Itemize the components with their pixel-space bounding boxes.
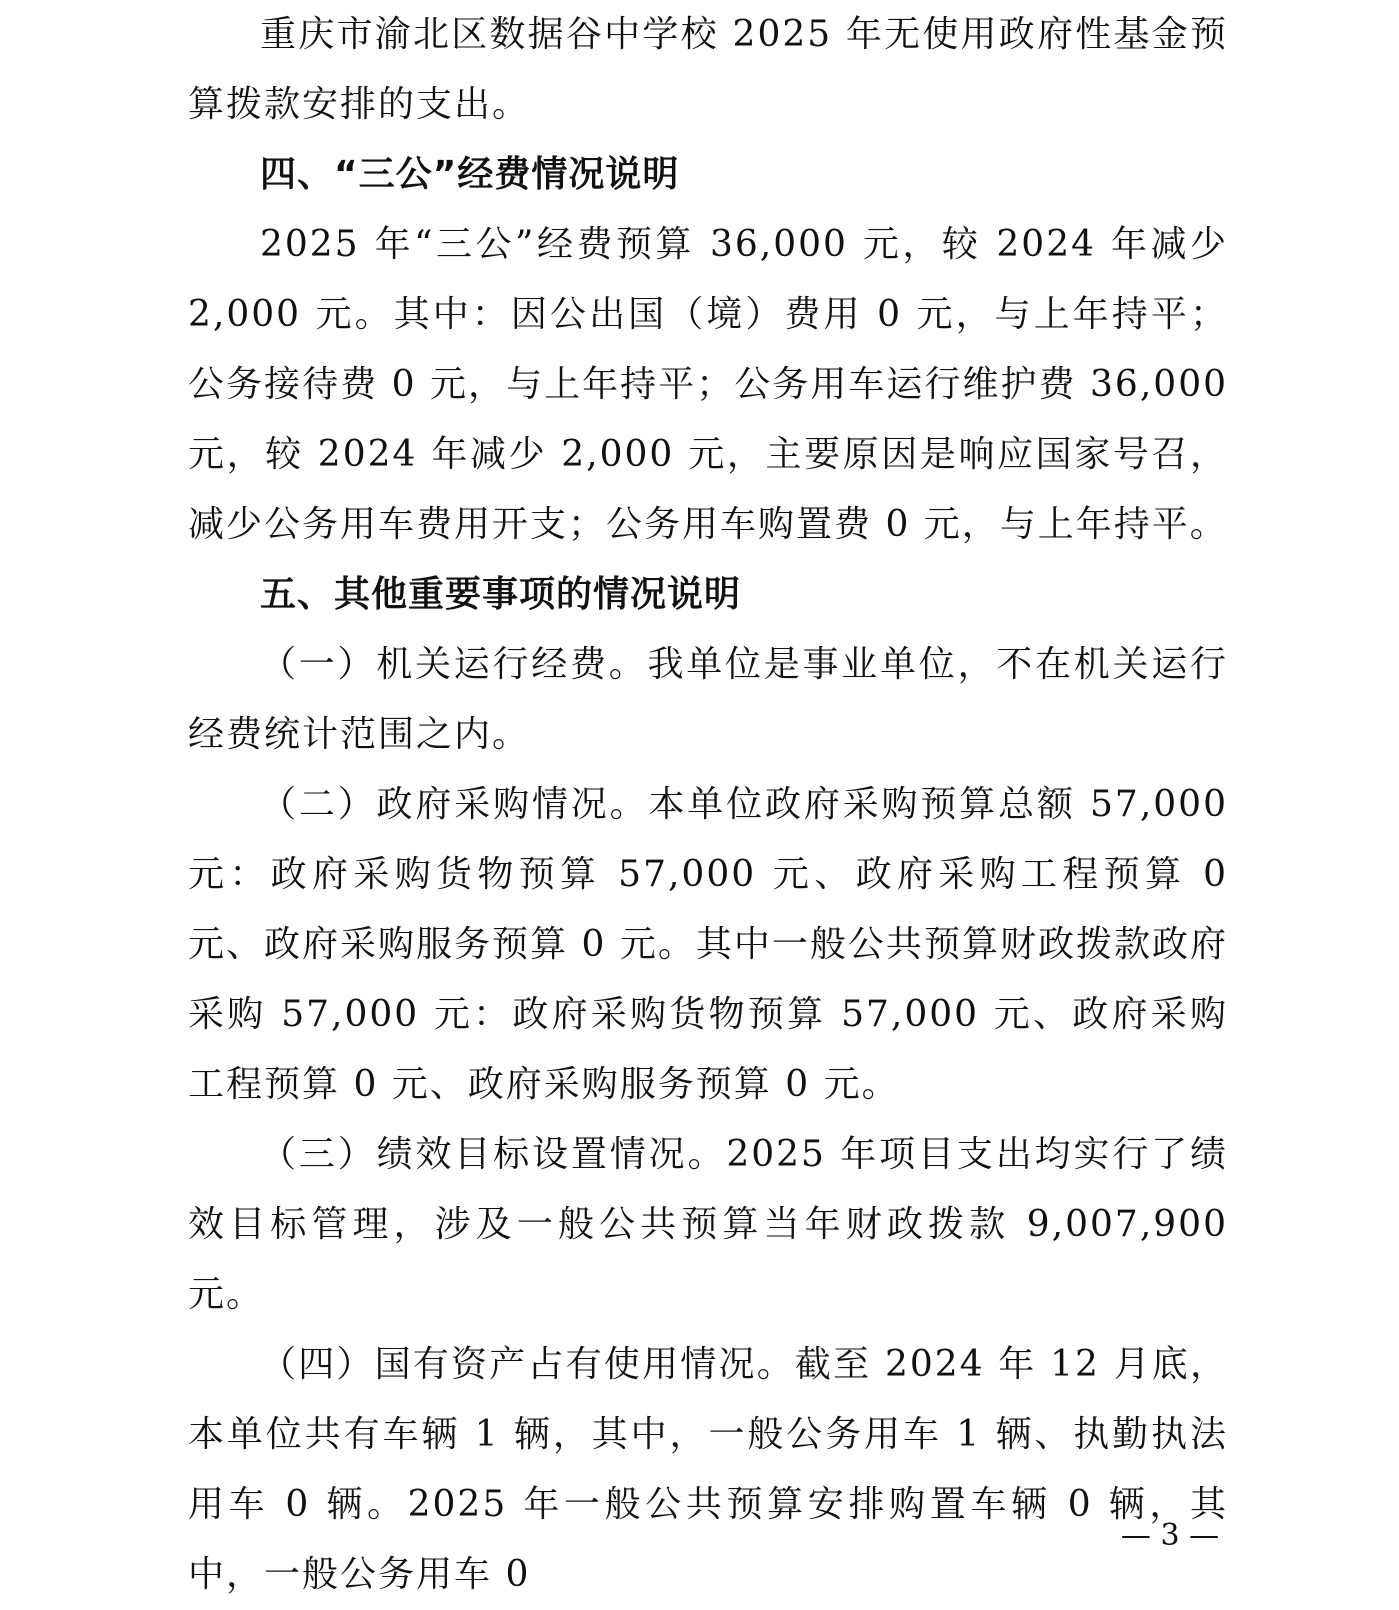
paragraph-gov-fund-note: 重庆市渝北区数据谷中学校 2025 年无使用政府性基金预算拨款安排的支出。 <box>188 14 1228 125</box>
heading-other-important-matters: 五、其他重要事项的情况说明 <box>260 574 742 615</box>
paragraph-three-public-expenses: 2025 年“三公”经费预算 36,000 元，较 2024 年减少 2,000 元。其中：因公出国（境）费用 0 元，与上年持平；公务接待费 0 元，与上年持平；公务用车运行维护费 36,000 元，较 2024 年减少 2,000 元，主要原因是响应国家号召，减少公务用车费用开支；公务用车购置费 0 元，与上年持平。 <box>188 224 1228 545</box>
document-body <box>188 0 1228 1610</box>
page-number: — 3 — <box>1120 1518 1220 1553</box>
paragraph-performance-targets: （三）绩效目标设置情况。2025 年项目支出均实行了绩效目标管理，涉及一般公共预算当年财政拨款 9,007,900 元。 <box>188 1134 1228 1315</box>
paragraph-government-procurement: （二）政府采购情况。本单位政府采购预算总额 57,000 元：政府采购货物预算 57,000 元、政府采购工程预算 0 元、政府采购服务预算 0 元。其中一般公共预算财政拨款政府采购 57,000 元：政府采购货物预算 57,000 元、政府采购工程预算 0 元、政府采购服务预算 0 元。 <box>188 784 1228 1105</box>
heading-three-public-expenses: 四、“三公”经费情况说明 <box>260 154 680 195</box>
paragraph-state-assets: （四）国有资产占有使用情况。截至 2024 年 12 月底，本单位共有车辆 1 辆，其中，一般公务用车 1 辆、执勤执法用车 0 辆。2025 年一般公共预算安排购置车辆 0 辆，其中，一般公务用车 0 <box>188 1344 1228 1595</box>
paragraph-operating-expenses: （一）机关运行经费。我单位是事业单位，不在机关运行经费统计范围之内。 <box>188 644 1228 755</box>
